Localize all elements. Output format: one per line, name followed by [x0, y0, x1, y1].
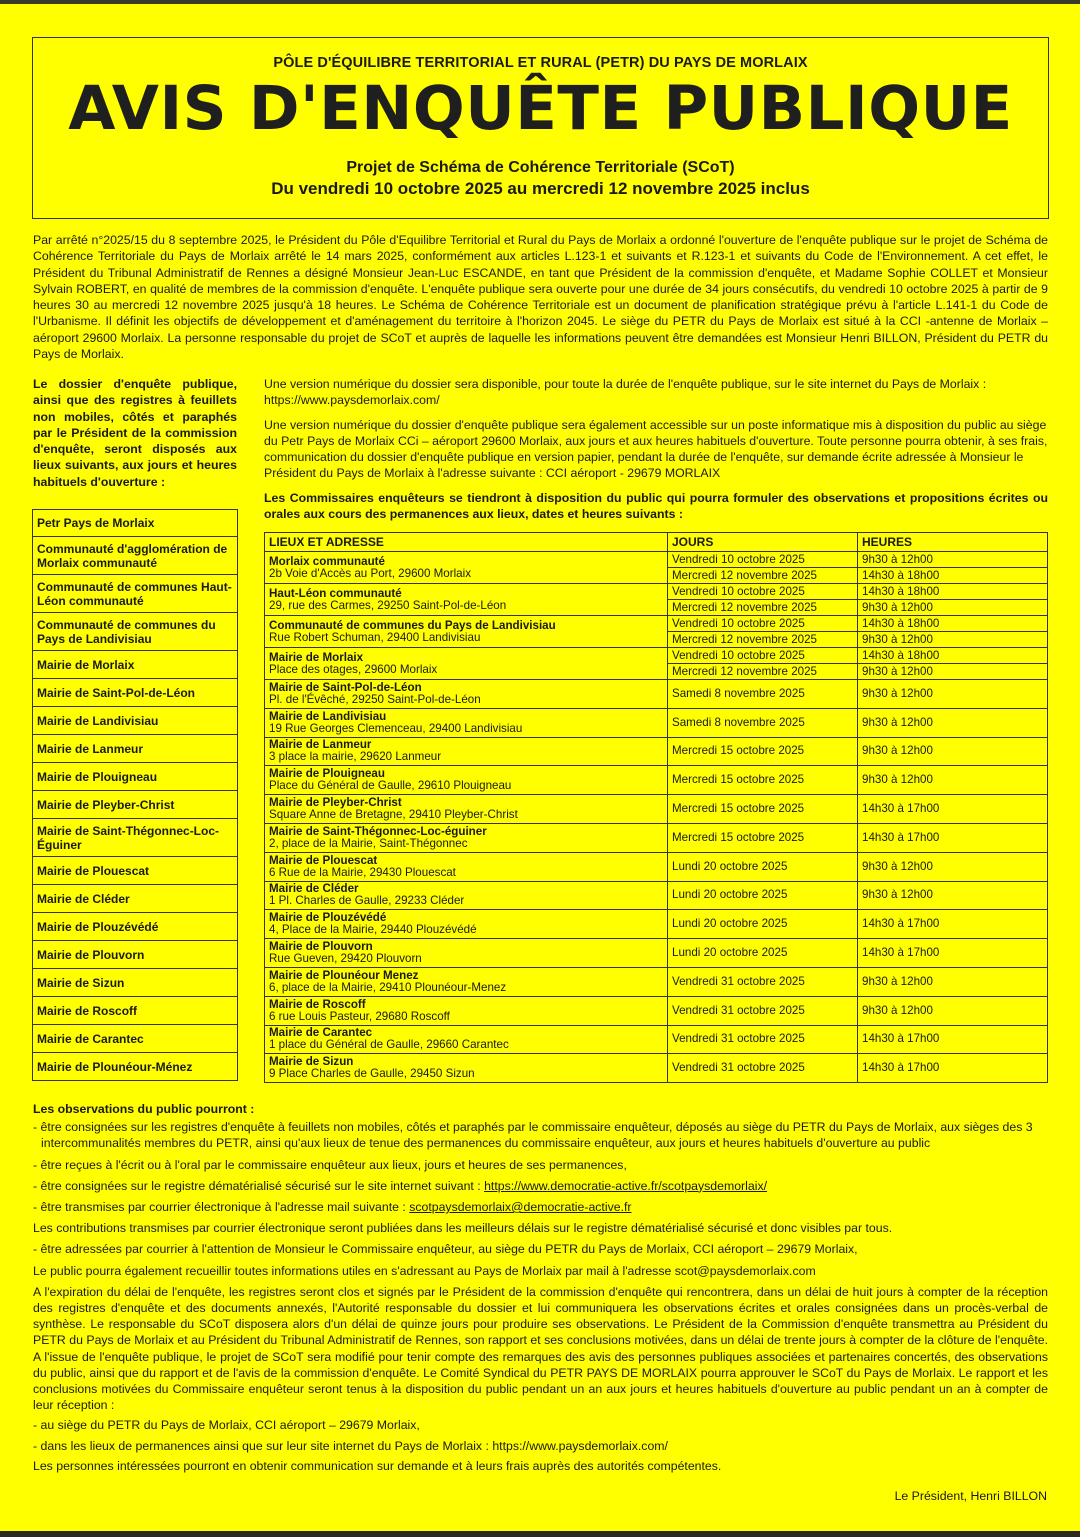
day-cell: Samedi 8 novembre 2025 — [668, 708, 858, 737]
day-cell: Mercredi 15 octobre 2025 — [668, 795, 858, 824]
location-cell — [265, 552, 668, 584]
location-name: Mairie de Carantec — [269, 1026, 373, 1040]
location-address: 29, rue des Carmes, 29250 Saint-Pol-de-Léon — [269, 598, 507, 612]
permanence-row — [265, 823, 1048, 852]
location-address: Rue Gueven, 29420 Plouvorn — [269, 952, 422, 966]
header-jours: JOURS — [668, 533, 858, 552]
location-name: Mairie de Saint-Pol-de-Léon — [269, 680, 422, 694]
observation-item: - être consignées sur les registres d'enquête à feuillets non mobiles, côtés et paraphés par le commissaire enquêteur, déposés au siège du PETR du Pays de Morlaix, aux sièges des 3 intercommunalités membres du PETR, ainsi qu'aux lieux de tenue des permanences du commissaire enquêteur, aux jours et heures habituels d'ouverture au public — [33, 1120, 1033, 1151]
hours-cell: 14h30 à 17h00 — [858, 795, 1048, 824]
location-cell — [265, 737, 668, 766]
expiration-paragraph: A l'expiration du délai de l'enquête, les registres seront clos et signés par le Président de la commission d'enquête qui rencontrera, dans un délai de huit jours à compter de la réception des registres d'enquête et des documents annexés, l'Autorité responsable du dossier et lui communiquera les observations écrites et orales consignées dans un procès-verbal de synthèse. Le responsable du SCoT disposera alors d'un délai de quinze jours pour produire ses observations. Le Président de la Commission d'enquête transmettra au Président du PETR du Pays de Morlaix et au Président du Tribunal Administratif de Rennes, son rapport et ses conclusions motivées, dans un délai de trente jours à compter de la clôture de l'enquête. A l'issue de l'enquête publique, le projet de SCoT sera modifié pour tenir compte des remarques des avis des personnes publiques associées et partenaires concertés, des observations du public, ainsi que du rapport et de l'avis de la commission d'enquête. Le Comité Syndical du PETR PAYS DE MORLAIX pourra approuver le SCoT du Pays de Morlaix. Le rapport et les conclusions motivées du Commissaire enquêteur seront tenus à la disposition du public pendant un an aux jours et heures habituels d'ouverture au public pendant un an à compter de leur réception : — [33, 1284, 1048, 1413]
location-name: Mairie de Plouescat — [269, 853, 378, 867]
location-cell — [265, 584, 668, 616]
permanence-row — [265, 881, 1048, 910]
permanence-row — [265, 766, 1048, 795]
site-name: Mairie de Sizun — [33, 969, 238, 997]
location-cell — [265, 1025, 668, 1054]
site-name: Mairie de Plouescat — [33, 857, 238, 885]
permanence-row — [265, 552, 1048, 568]
site-row — [33, 941, 238, 969]
site-name: Mairie de Morlaix — [33, 651, 238, 679]
permanence-row — [265, 852, 1048, 881]
location-cell — [265, 708, 668, 737]
site-row — [33, 510, 238, 537]
hours-cell: 9h30 à 12h00 — [858, 680, 1048, 709]
hours-cell: 9h30 à 12h00 — [858, 708, 1048, 737]
location-address: Square Anne de Bretagne, 29410 Pleyber-Christ — [269, 808, 518, 822]
report-location-item: - au siège du PETR du Pays de Morlaix, CCI aéroport – 29679 Morlaix, — [33, 1418, 420, 1433]
header-lieux: LIEUX ET ADRESSE — [265, 533, 668, 552]
site-row — [33, 575, 238, 613]
location-name: Mairie de Landivisiau — [269, 709, 387, 723]
day-cell: Lundi 20 octobre 2025 — [668, 939, 858, 968]
observation-item: - être adressées par courrier à l'attention de Monsieur le Commissaire enquêteur, au siège du PETR du Pays de Morlaix, CCI aéroport – 29679 Morlaix, — [33, 1242, 858, 1257]
day-cell: Vendredi 31 octobre 2025 — [668, 1054, 858, 1083]
location-address: Pl. de l'Évêché, 29250 Saint-Pol-de-Léon — [269, 692, 481, 706]
hours-cell: 9h30 à 12h00 — [858, 967, 1048, 996]
permanence-row — [265, 584, 1048, 600]
location-name: Mairie de Roscoff — [269, 997, 366, 1011]
site-name: Communauté de communes Haut-Léon communauté — [33, 575, 238, 613]
intro-paragraph: Par arrêté n°2025/15 du 8 septembre 2025, le Président du Pôle d'Equilibre Territorial et Rural du Pays de Morlaix a ordonné l'ouverture de l'enquête publique sur le projet de Schéma de Cohérence Territoriale du Pays de Morlaix arrêté le 14 mars 2025, conformément aux articles L.123-1 et suivants et R.123-1 et suivants du Code de l'Environnement. A cet effet, le Président du Tribunal Administratif de Rennes a désigné Monsieur Jean-Luc ESCANDE, en tant que Président de la commission d'enquête, et Madame Sophie COLLET et Monsieur Sylvain ROBERT, en qualité de membres de la commission d'enquête. L'enquête publique sera ouverte pour une durée de 34 jours consécutifs, du vendredi 10 octobre 2025 à partir de 9 heures 30 au mercredi 12 novembre 2025 jusqu'à 18 heures. Le Schéma de Cohérence Territoriale est un document de planification stratégique prévu à l'article L.141-1 du Code de l'Urbanisme. Il définit les objectifs de développement et d'aménagement du territoire à l'horizon 2045. Le siège du PETR du Pays de Morlaix est situé à la CCI -antenne de Morlaix – aéroport 29600 Morlaix. La personne responsable du projet de SCoT et auprès de laquelle les informations peuvent être demandées est Monsieur Henri BILLON, Président du PETR du Pays de Morlaix. — [33, 233, 1048, 362]
hours-cell: 9h30 à 12h00 — [858, 552, 1048, 568]
location-cell — [265, 996, 668, 1025]
location-address: 2, place de la Mairie, Saint-Thégonnec — [269, 836, 468, 850]
location-name: Mairie de Pleyber-Christ — [269, 796, 402, 810]
permanence-row — [265, 795, 1048, 824]
location-name: Mairie de Sizun — [269, 1055, 354, 1069]
location-cell — [265, 967, 668, 996]
observation-item: - être reçues à l'écrit ou à l'oral par le commissaire enquêteur aux lieux, jours et heures de ses permanences, — [33, 1157, 627, 1172]
location-address: 1 Pl. Charles de Gaulle, 29233 Cléder — [269, 894, 465, 908]
hours-cell: 9h30 à 12h00 — [858, 664, 1048, 680]
site-name: Mairie de Saint-Pol-de-Léon — [33, 679, 238, 707]
location-address: 19 Rue Georges Clemenceau, 29400 Landivisiau — [269, 721, 523, 735]
location-cell — [265, 766, 668, 795]
bottom-border — [0, 1531, 1080, 1537]
day-cell: Mercredi 15 octobre 2025 — [668, 737, 858, 766]
site-row — [33, 885, 238, 913]
hours-cell: 9h30 à 12h00 — [858, 996, 1048, 1025]
signature: Le Président, Henri BILLON — [894, 1489, 1047, 1503]
day-cell: Mercredi 12 novembre 2025 — [668, 600, 858, 616]
location-name: Communauté de communes du Pays de Landivisiau — [269, 618, 556, 632]
site-row — [33, 763, 238, 791]
site-name: Petr Pays de Morlaix — [33, 510, 238, 537]
hours-cell: 9h30 à 12h00 — [858, 737, 1048, 766]
site-row — [33, 707, 238, 735]
day-cell: Vendredi 10 octobre 2025 — [668, 584, 858, 600]
report-location-item: - dans les lieux de permanences ainsi que sur leur site internet du Pays de Morlaix : https://www.paysdemorlaix.com/ — [33, 1438, 668, 1453]
location-cell — [265, 680, 668, 709]
site-name: Mairie de Plounéour-Ménez — [33, 1053, 238, 1081]
location-cell — [265, 1054, 668, 1083]
site-row — [33, 1053, 238, 1081]
hours-cell: 14h30 à 18h00 — [858, 616, 1048, 632]
location-cell — [265, 881, 668, 910]
location-address: 9 Place Charles de Gaulle, 29450 Sizun — [269, 1067, 475, 1081]
hours-cell: 14h30 à 17h00 — [858, 910, 1048, 939]
day-cell: Lundi 20 octobre 2025 — [668, 852, 858, 881]
hours-cell: 14h30 à 17h00 — [858, 823, 1048, 852]
site-row — [33, 679, 238, 707]
permanence-row — [265, 967, 1048, 996]
dossier-locations-intro: Le dossier d'enquête publique, ainsi que des registres à feuillets non mobiles, côtés et paraphés par le Président de la commission d'enquête, seront disposés aux lieux suivants, aux jours et heures habituels d'ouverture : — [33, 377, 237, 489]
permanence-row — [265, 910, 1048, 939]
site-name: Mairie de Pleyber-Christ — [33, 791, 238, 819]
site-name: Mairie de Lanmeur — [33, 735, 238, 763]
hours-cell: 14h30 à 17h00 — [858, 939, 1048, 968]
observations-heading: Les observations du public pourront : — [33, 1102, 255, 1116]
day-cell: Lundi 20 octobre 2025 — [668, 910, 858, 939]
location-name: Mairie de Morlaix — [269, 650, 364, 664]
site-name: Mairie de Landivisiau — [33, 707, 238, 735]
permanence-row — [265, 996, 1048, 1025]
final-text: Les personnes intéressées pourront en obtenir communication sur demande et à leurs frais auprès des autorités compétentes. — [33, 1458, 722, 1473]
top-border — [0, 0, 1080, 4]
hours-cell: 14h30 à 18h00 — [858, 584, 1048, 600]
hours-cell: 14h30 à 17h00 — [858, 1054, 1048, 1083]
project-name: Projet de Schéma de Cohérence Territoriale (SCoT) — [346, 159, 735, 176]
permanence-row — [265, 939, 1048, 968]
day-cell: Vendredi 31 octobre 2025 — [668, 1025, 858, 1054]
hours-cell: 14h30 à 18h00 — [858, 648, 1048, 664]
permanence-row — [265, 1054, 1048, 1083]
site-row — [33, 791, 238, 819]
observation-item-text: - être transmises par courrier électronique à l'adresse mail suivante : — [33, 1200, 410, 1215]
location-cell — [265, 648, 668, 680]
permanence-row — [265, 737, 1048, 766]
location-address: 6, place de la Mairie, 29410 Plounéour-Menez — [269, 980, 507, 994]
location-name: Haut-Léon communauté — [269, 586, 402, 600]
organization-name: PÔLE D'ÉQUILIBRE TERRITORIAL ET RURAL (PETR) DU PAYS DE MORLAIX — [273, 55, 808, 71]
right-column — [264, 376, 1048, 530]
inquiry-dates: Du vendredi 10 octobre 2025 au mercredi 12 novembre 2025 inclus — [271, 179, 810, 198]
day-cell: Lundi 20 octobre 2025 — [668, 881, 858, 910]
site-name: Mairie de Plouigneau — [33, 763, 238, 791]
hours-cell: 9h30 à 12h00 — [858, 632, 1048, 648]
site-name: Mairie de Saint-Thégonnec-Loc-Éguiner — [33, 819, 238, 857]
observations-section — [33, 1101, 1048, 1478]
location-cell — [265, 910, 668, 939]
observation-item-text: - être consignées sur le registre dématérialisé sécurisé sur le site internet suivant : — [33, 1178, 485, 1193]
site-row — [33, 969, 238, 997]
site-row — [33, 651, 238, 679]
observation-item — [33, 1178, 1048, 1194]
site-row — [33, 819, 238, 857]
site-row — [33, 857, 238, 885]
day-cell: Vendredi 10 octobre 2025 — [668, 648, 858, 664]
dossier-sites-table — [32, 509, 238, 1081]
site-name: Mairie de Plouzévédé — [33, 913, 238, 941]
day-cell: Vendredi 10 octobre 2025 — [668, 616, 858, 632]
permanence-row — [265, 616, 1048, 632]
site-row — [33, 913, 238, 941]
location-name: Mairie de Plouigneau — [269, 767, 385, 781]
computer-access-paragraph: Une version numérique du dossier d'enquête publique sera également accessible sur un poste informatique mis à disposition du public au siège du Petr Pays de Morlaix CCi – aéroport 29600 Morlaix, aux jours et aux heures habituels d'ouverture. Toute personne pourra obtenir, à ses frais, communication du dossier d'enquête publique en version papier, pendant la durée de l'enquête, sur demande écrite adressée à Monsieur le Président du Pays de Morlaix à l'adresse suivante : CCI aéroport - 29679 MORLAIX — [264, 417, 1048, 481]
permanence-row — [265, 708, 1048, 737]
location-name: Mairie de Plounéour Menez — [269, 968, 419, 982]
location-name: Mairie de Plouzévédé — [269, 911, 387, 925]
location-name: Mairie de Cléder — [269, 882, 359, 896]
location-cell — [265, 823, 668, 852]
location-name: Morlaix communauté — [269, 554, 385, 568]
location-name: Mairie de Plouvorn — [269, 940, 373, 954]
day-cell: Samedi 8 novembre 2025 — [668, 680, 858, 709]
location-address: 3 place la mairie, 29620 Lanmeur — [269, 750, 442, 764]
header-box — [32, 37, 1049, 219]
hours-cell: 14h30 à 18h00 — [858, 568, 1048, 584]
permanence-row — [265, 648, 1048, 664]
site-name: Mairie de Cléder — [33, 885, 238, 913]
day-cell: Vendredi 10 octobre 2025 — [668, 552, 858, 568]
site-row — [33, 537, 238, 575]
day-cell: Mercredi 12 novembre 2025 — [668, 568, 858, 584]
commissaires-paragraph: Les Commissaires enquêteurs se tiendront à disposition du public qui pourra formuler des observations et propositions écrites ou orales aux cours des permanences aux lieux, dates et heures suivants : — [264, 490, 1048, 522]
site-name: Mairie de Plouvorn — [33, 941, 238, 969]
site-row — [33, 613, 238, 651]
location-cell — [265, 852, 668, 881]
hours-cell: 9h30 à 12h00 — [858, 852, 1048, 881]
location-address: Place des otages, 29600 Morlaix — [269, 662, 438, 676]
location-address: 6 Rue de la Mairie, 29430 Plouescat — [269, 865, 456, 879]
location-name: Mairie de Lanmeur — [269, 738, 372, 752]
site-name: Communauté d'agglomération de Morlaix communauté — [33, 537, 238, 575]
hours-cell: 9h30 à 12h00 — [858, 881, 1048, 910]
location-address: Rue Robert Schuman, 29400 Landivisiau — [269, 630, 481, 644]
digital-version-paragraph: Une version numérique du dossier sera disponible, pour toute la durée de l'enquête publique, sur le site internet du Pays de Morlaix : https://www.paysdemorlaix.com/ — [264, 377, 987, 408]
site-name: Mairie de Roscoff — [33, 997, 238, 1025]
location-address: 4, Place de la Mairie, 29440 Plouzévédé — [269, 923, 477, 937]
permanence-row — [265, 1025, 1048, 1054]
day-cell: Vendredi 31 octobre 2025 — [668, 967, 858, 996]
location-cell — [265, 939, 668, 968]
location-name: Mairie de Saint-Thégonnec-Loc-éguiner — [269, 824, 487, 838]
location-cell — [265, 795, 668, 824]
site-name: Mairie de Carantec — [33, 1025, 238, 1053]
site-name: Communauté de communes du Pays de Landivisiau — [33, 613, 238, 651]
permanence-row — [265, 680, 1048, 709]
day-cell: Mercredi 15 octobre 2025 — [668, 766, 858, 795]
permanences-table — [264, 532, 1048, 1083]
hours-cell: 9h30 à 12h00 — [858, 600, 1048, 616]
observation-item — [33, 1199, 1048, 1215]
day-cell: Mercredi 12 novembre 2025 — [668, 664, 858, 680]
location-address: 6 rue Louis Pasteur, 29680 Roscoff — [269, 1009, 450, 1023]
day-cell: Mercredi 15 octobre 2025 — [668, 823, 858, 852]
day-cell: Mercredi 12 novembre 2025 — [668, 632, 858, 648]
registre-link[interactable]: https://www.democratie-active.fr/scotpaysdemorlaix/ — [484, 1178, 768, 1193]
email-link[interactable]: scotpaysdemorlaix@democratie-active.fr — [409, 1200, 632, 1215]
site-row — [33, 735, 238, 763]
site-row — [33, 1025, 238, 1053]
page-title: AVIS D'ENQUÊTE PUBLIQUE — [68, 73, 1013, 144]
location-address: 2b Voie d'Accès au Port, 29600 Morlaix — [269, 566, 472, 580]
hours-cell: 14h30 à 17h00 — [858, 1025, 1048, 1054]
location-address: 1 place du Général de Gaulle, 29660 Carantec — [269, 1038, 509, 1052]
hours-cell: 9h30 à 12h00 — [858, 766, 1048, 795]
header-heures: HEURES — [858, 533, 1048, 552]
day-cell: Vendredi 31 octobre 2025 — [668, 996, 858, 1025]
site-row — [33, 997, 238, 1025]
location-cell — [265, 616, 668, 648]
contributions-text: Les contributions transmises par courrier électronique seront publiées dans les meilleurs délais sur le registre dématérialisé sécurisé et donc visibles par tous. — [33, 1221, 893, 1236]
public-info-text: Le public pourra également recueillir toutes informations utiles en s'adressant au Pays de Morlaix par mail à l'adresse scot@paysdemorlaix.com — [33, 1263, 816, 1278]
location-address: Place du Général de Gaulle, 29610 Plouigneau — [269, 779, 512, 793]
